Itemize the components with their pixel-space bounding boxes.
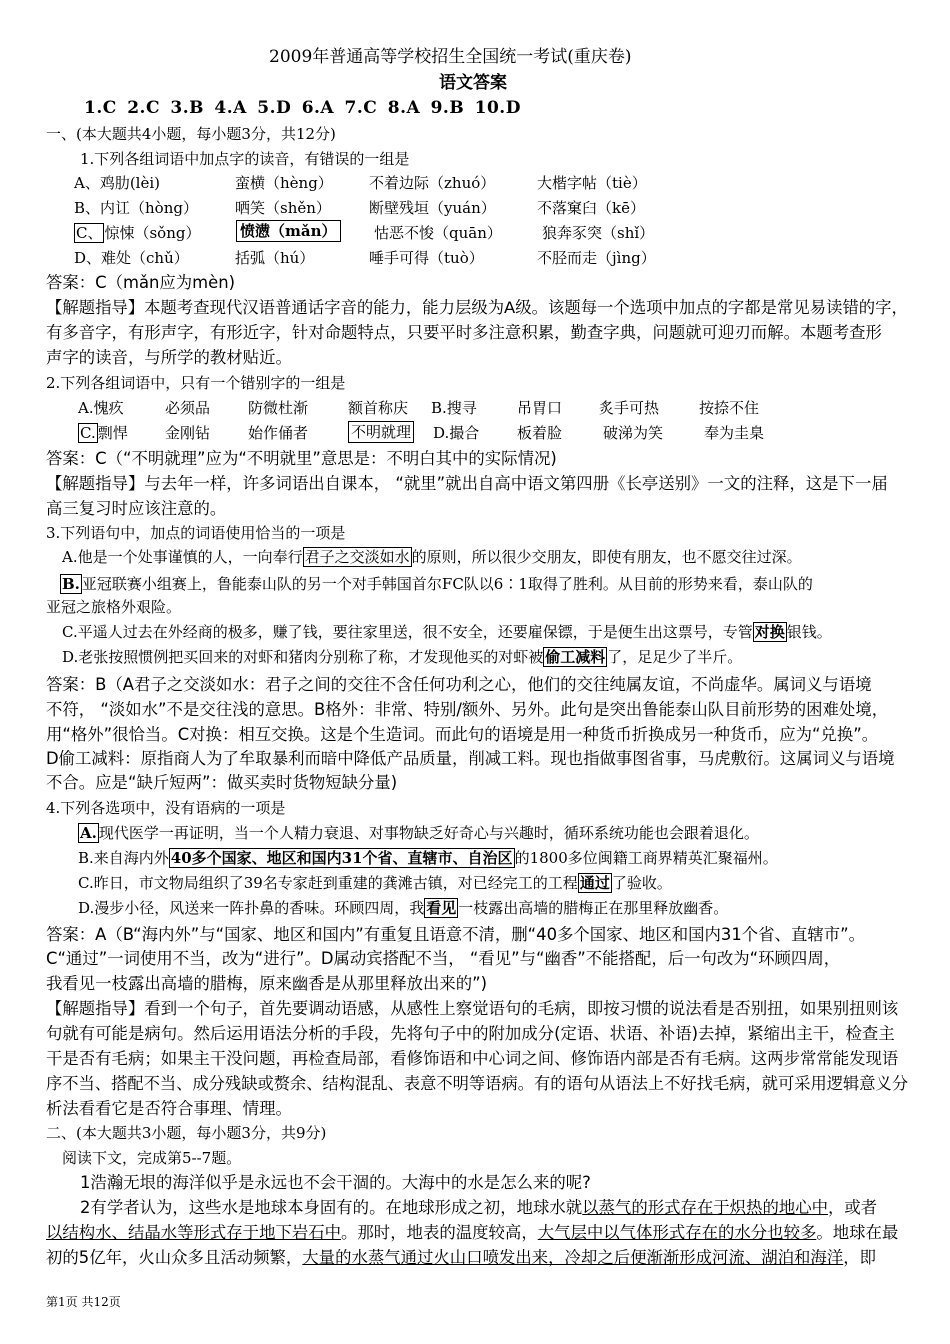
q2-option-c-word3: 始作俑者 — [248, 424, 309, 442]
q4-guide-line-4: 序不当、搭配不当、成分残缺或赘余、结构混乱、表意不明等语病。有的语句从语法上不好找毛病，就可采用逻辑意义分 — [46, 1074, 909, 1093]
q3-option-a — [62, 550, 802, 565]
q3-option-b-text-cont: 亚冠之旅格外艰险。 — [46, 598, 182, 616]
q2-option-a-word3: 防微杜渐 — [248, 399, 309, 417]
q1-option-c-word2-box — [236, 224, 341, 239]
q1-option-c-word4: 狼奔豕突（shǐ） — [542, 224, 655, 242]
page-number: 第1页 共12页 — [46, 1295, 121, 1309]
q3-option-d — [62, 650, 742, 665]
q3-option-c-post: 银钱。 — [786, 623, 832, 641]
q4-option-a-label: A. — [80, 824, 97, 842]
passage-paragraph-2-line-3 — [46, 1250, 876, 1266]
passage-paragraph-1: 1浩瀚无垠的海洋似乎是永远也不会干涸的。大海中的水是怎么来的呢? — [80, 1173, 591, 1192]
answers-subtitle: 语文答案 — [439, 73, 507, 93]
q1-option-d-word3: 唾手可得（tuò） — [369, 249, 484, 267]
q4-option-b-post: 的1800多位闽籍工商界精英汇聚福州。 — [514, 849, 778, 867]
q1-option-c-word3: 怙恶不悛（quān） — [374, 224, 502, 242]
q3-answer-line-2: 不符， “淡如水”不是交往浅的意思。B格外：非常、特别/额外、另外。此句是突出鲁能泰山队目前形势的困难处境， — [46, 700, 889, 719]
q4-option-d-term: 看见 — [426, 899, 457, 917]
p2-l1-text-a: 2有学者认为，这些水是地球本身固有的。在地球形成之初，地球水就 — [80, 1198, 583, 1217]
q3-answer-line-3: 用“格外”很恰当。C对换：相互交换。这是个生造词。而此句的语境是用一种货币折换成另一种货币，应为“兑换”。 — [46, 725, 879, 744]
q3-answer-line-4: D偷工减料：原指商人为了牟取暴利而暗中降低产品质量，削减工料。现也指做事图省事，马虎敷衍。这属词义与语境 — [46, 749, 895, 768]
q4-option-d-pre: D.漫步小径，风送来一阵扑鼻的香味。环顾四周，我 — [78, 899, 425, 917]
q1-option-c — [74, 226, 200, 241]
q1-guide-line-1: 【解题指导】本题考查现代汉语普通话字音的能力，能力层级为A级。该题每一个选项中加点的字都是常见易读错的字， — [46, 298, 908, 317]
q3-option-c-pre: C.平遥人过去在外经商的极多，赚了钱，要往家里送，很不安全，还要雇保镖，于是便生出这票号，专管 — [62, 623, 753, 641]
question-2-stem: 2.下列各组词语中，只有一个错别字的一组是 — [46, 374, 346, 392]
q4-option-a-text: 现代医学一再证明，当一个人精力衰退、对事物缺乏好奇心与兴趣时，循环系统功能也会跟着退化。 — [98, 824, 759, 842]
q2-option-b-word4: 按捺不住 — [699, 399, 760, 417]
q1-option-a-word4: 大楷字帖（tiè） — [537, 174, 647, 192]
q2-option-c-word4: 不明就理 — [348, 421, 414, 443]
p2-l3-underlined: 大量的水蒸气通过火山口喷发出来，冷却之后便渐渐形成河流、湖泊和海洋 — [302, 1248, 844, 1267]
q1-option-c-word1: 惊悚（sǒng） — [104, 224, 201, 242]
passage-paragraph-2-line-2 — [46, 1225, 898, 1241]
q1-option-a-word2: 蛮横（hèng） — [235, 174, 333, 192]
q2-option-c-word1: 剽悍 — [97, 424, 128, 442]
p2-l2-text-a: 。那时，地表的温度较高， — [341, 1223, 538, 1242]
q1-option-d-word1: D、难处（chǔ） — [74, 249, 189, 267]
q2-option-c-label: C. — [80, 424, 96, 442]
q3-option-a-post: 的原则，所以很少交朋友，即使有朋友，也不愿交往过深。 — [411, 548, 802, 566]
p2-l3-text-a: 初的5亿年，火山众多且活动频繁， — [46, 1248, 303, 1267]
q1-option-b-word2: 哂笑（shěn） — [235, 199, 331, 217]
q4-option-b-term: 40多个国家、地区和国内31个省、直辖市、自治区 — [170, 849, 513, 867]
q2-option-b-word2: 吊胃口 — [517, 399, 563, 417]
q2-option-c — [78, 426, 128, 441]
p2-l1-underlined: 以蒸气的形式存在于炽热的地心中 — [582, 1198, 829, 1217]
q3-option-c — [62, 625, 832, 640]
q3-option-b-label: B. — [62, 575, 80, 593]
p2-l3-text-b: ，即 — [843, 1248, 876, 1267]
q2-guide-line-1: 【解题指导】与去年一样，许多词语出自课本， “就里”就出自高中语文第四册《长亭送别》一文的注释，这是下一届 — [46, 474, 888, 493]
q1-option-b-word3: 断壁残垣（yuán） — [369, 199, 496, 217]
q3-option-a-pre: A.他是一个处事谨慎的人，一向奉行 — [62, 548, 303, 566]
q3-option-a-term: 君子之交淡如水 — [304, 548, 410, 566]
q1-option-b-word4: 不落窠臼（kē） — [537, 199, 645, 217]
q4-option-b-pre: B.来自海内外 — [78, 849, 169, 867]
q2-option-d-word2: 板着脸 — [517, 424, 563, 442]
p2-l2-text-b: 。地球在最 — [816, 1223, 899, 1242]
q4-option-d — [78, 901, 728, 916]
q3-option-d-post: 了，足足少了半斤。 — [607, 648, 743, 666]
q2-guide-line-2: 高三复习时应该注意的。 — [46, 499, 227, 518]
answer-keys: 1.C 2.C 3.B 4.A 5.D 6.A 7.C 8.A 9.B 10.D — [84, 98, 521, 118]
q2-option-a-word4: 额首称庆 — [348, 399, 409, 417]
passage-paragraph-2-line-1 — [80, 1200, 877, 1216]
q2-option-d-word1: D.撮合 — [433, 424, 480, 442]
q2-option-d-word4: 奉为圭臬 — [704, 424, 765, 442]
q2-option-c-word4-box — [348, 425, 414, 440]
reading-instructions: 阅读下文，完成第5--7题。 — [62, 1149, 242, 1167]
p2-l1-text-b: ，或者 — [828, 1198, 878, 1217]
q2-option-d-word3: 破涕为笑 — [603, 424, 664, 442]
q4-guide-line-2: 句就有可能是病句。然后运用语法分析的手段，先将句子中的附加成分(定语、状语、补语)去掉，紧缩出主干，检查主 — [46, 1024, 895, 1043]
q3-option-b — [60, 577, 813, 592]
q2-option-a-word2: 必须品 — [165, 399, 211, 417]
q4-option-d-post: 一枝露出高墙的腊梅正在那里释放幽香。 — [458, 899, 729, 917]
q3-answer-line-5: 不合。应是“缺斤短两”：做买卖时货物短缺分量) — [46, 773, 398, 792]
q1-option-a-word1: A、鸡肋(lèi) — [74, 174, 161, 192]
section-two-heading: 二、(本大题共3小题，每小题3分，共9分) — [46, 1124, 327, 1142]
q4-guide-line-3: 干是否有毛病；如果主干没问题，再检查局部，看修饰语和中心词之间、修饰语内部是否有毛病。这两步常常能发现语 — [46, 1049, 899, 1068]
q4-option-c — [78, 876, 672, 891]
q1-option-a-word3: 不着边际（zhuó） — [369, 174, 496, 192]
q4-answer-line-1: 答案：A（B“海内外”与“国家、地区和国内”有重复且语意不清，删“40多个国家、地区和国内31个省、直辖市”。 — [46, 925, 866, 944]
q2-option-a-word1: A.愧疚 — [78, 399, 124, 417]
q4-option-c-term: 通过 — [579, 874, 610, 892]
q1-guide-line-2: 有多音字，有形声字，有形近字，针对命题特点，只要平时多注意积累，勤查字典，问题就可迎刃而解。本题考查形 — [46, 323, 882, 342]
q4-option-b — [78, 851, 778, 866]
q3-option-d-pre: D.老张按照惯例把买回来的对虾和猪肉分别称了称，才发现他买的对虾被 — [62, 648, 544, 666]
q4-guide-line-1: 【解题指导】看到一个句子，首先要调动语感，从感性上察觉语句的毛病，即按习惯的说法看是否别扭，如果别扭则该 — [46, 999, 899, 1018]
q4-option-a — [78, 826, 759, 841]
q4-option-c-post: 了验收。 — [611, 874, 672, 892]
q4-option-c-pre: C.昨日，市文物局组织了39名专家赶到重建的龚滩古镇，对已经完工的工程 — [78, 874, 578, 892]
q3-option-b-text: 亚冠联赛小组赛上，鲁能泰山队的另一个对手韩国首尔FC队以6∶1取得了胜利。从目前的形势来看，泰山队的 — [81, 575, 813, 593]
q2-option-b-word3: 炙手可热 — [599, 399, 660, 417]
q3-option-d-term: 偷工减料 — [545, 648, 606, 666]
q3-option-c-term: 对换 — [754, 623, 785, 641]
q3-answer-line-1: 答案：B（A君子之交淡如水：君子之间的交往不含任何功利之心，他们的交往纯属友谊，不尚虚华。属词义与语境 — [46, 675, 872, 694]
p2-l2-underlined-1: 以结构水、结晶水等形式存于地下岩石中 — [46, 1223, 342, 1242]
q1-option-c-word2: 愤懑（mǎn） — [236, 220, 341, 242]
q4-answer-line-2: C“通过”一词使用不当，改为“进行”。D属动宾搭配不当， “看见”与“幽香”不能搭配，后一句改为“环顾四周， — [46, 949, 841, 968]
exam-title: 2009年普通高等学校招生全国统一考试(重庆卷) — [269, 47, 632, 67]
q2-answer: 答案：C（“不明就理”应为“不明就里”意思是：不明白其中的实际情况) — [46, 449, 557, 468]
p2-l2-underlined-2: 大气层中以气体形式存在的水分也较多 — [537, 1223, 817, 1242]
q4-answer-line-3: 我看见一枝露出高墙的腊梅，原来幽香是从那里释放出来的”) — [46, 974, 488, 993]
q1-option-d-word2: 括弧（hú） — [235, 249, 315, 267]
q1-option-b-word1: B、内讧（hòng） — [74, 199, 198, 217]
q4-guide-line-5: 析法看看它是否符合事理、情理。 — [46, 1099, 292, 1118]
q2-option-b-word1: B.搜寻 — [431, 399, 477, 417]
q1-guide-line-3: 声字的读音，与所学的教材贴近。 — [46, 348, 292, 367]
section-one-heading: 一、(本大题共4小题，每小题3分，共12分) — [46, 125, 336, 143]
question-1-stem: 1.下列各组词语中加点字的读音，有错误的一组是 — [80, 150, 410, 168]
q1-option-c-label: C、 — [76, 224, 103, 242]
q1-answer: 答案：C（mǎn应为mèn) — [46, 273, 236, 292]
question-4-stem: 4.下列各选项中，没有语病的一项是 — [46, 799, 286, 817]
q2-option-c-word2: 金刚钻 — [165, 424, 211, 442]
q1-option-d-word4: 不胫而走（jìng） — [537, 249, 656, 267]
question-3-stem: 3.下列语句中，加点的词语使用恰当的一项是 — [46, 524, 346, 542]
